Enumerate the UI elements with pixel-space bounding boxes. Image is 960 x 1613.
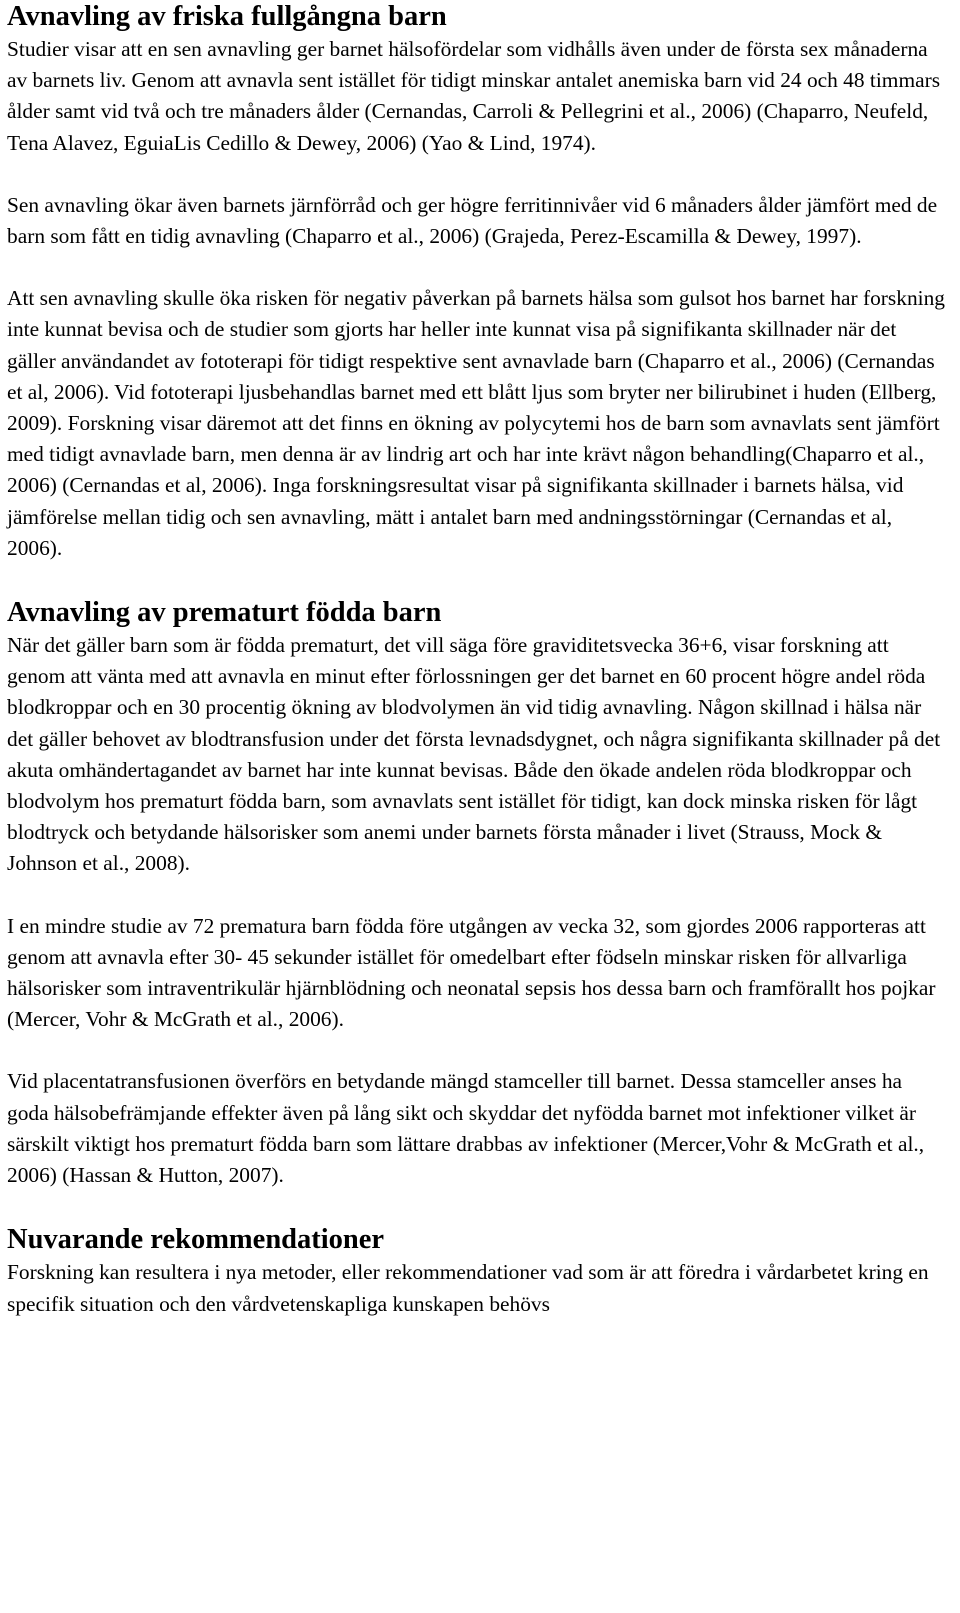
body-paragraph: Att sen avnavling skulle öka risken för negativ påverkan på barnets hälsa som gulsot hos barnet har forskning inte kunnat bevisa och de studier som gjorts har heller inte kunnat visa på signifikanta skillnader när det gäller användandet av fototerapi för tidigt respektive sent avnavlade barn (Chaparro et al., 2006) (Cernandas et al, 2006). Vid fototerapi ljusbehandlas barnet med ett blått ljus som bryter ner bilirubinet i huden (Ellberg, 2009). Forskning visar däremot att det finns en ökning av polycytemi hos de barn som avnavlats sent jämfört med tidigt avnavlade barn, men denna är av lindrig art och har inte krävt någon behandling(Chaparro et al., 2006) (Cernandas et al, 2006). Inga forskningsresultat visar på signifikanta skillnader i barnets hälsa, vid jämförelse mellan tidig och sen avnavling, mätt i antalet barn med andningsstörningar (Cernandas et al, 2006).: [7, 286, 945, 560]
section-friska-fullgangna-barn: [7, 0, 946, 564]
body-paragraph: Sen avnavling ökar även barnets järnförråd och ger högre ferritinnivåer vid 6 månaders ålder jämfört med de barn som fått en tidig avnavling (Chaparro et al., 2006) (Grajeda, Perez-Escamilla & Dewey, 1997).: [7, 192, 938, 249]
section-heading: Nuvarande rekommendationer: [7, 1224, 385, 1256]
section-heading: Avnavling av prematurt födda barn: [7, 597, 442, 629]
section-heading: Avnavling av friska fullgångna barn: [7, 1, 447, 32]
section-nuvarande-rekommendationer: [7, 1223, 946, 1319]
body-paragraph: Forskning kan resultera i nya metoder, eller rekommendationer vad som är att föredra i vårdarbetet kring en specifik situation och den vårdvetenskapliga kunskapen behövs: [7, 1260, 929, 1316]
section-prematurt-fodda-barn: [7, 596, 946, 1191]
body-paragraph: I en mindre studie av 72 prematura barn födda före utgången av vecka 32, som gjordes 2006 rapporteras att genom att avnavla efter 30- 45 sekunder istället för omedelbart efter födseln minskar risken för allvarliga hälsorisker som intraventrikulär hjärnblödning och neonatal sepsis hos dessa barn och framförallt hos pojkar (Mercer, Vohr & McGrath et al., 2006).: [7, 913, 936, 1032]
body-paragraph: Studier visar att en sen avnavling ger barnet hälsofördelar som vidhålls även under de första sex månaderna av barnets liv. Genom att avnavla sent istället för tidigt minskar antalet anemiska barn vid 24 och 48 timmars ålder samt vid två och tre månaders ålder (Cernandas, Carroli & Pellegrini et al., 2006) (Chaparro, Neufeld, Tena Alavez, EguiaLis Cedillo & Dewey, 2006) (Yao & Lind, 1974).: [7, 37, 941, 155]
body-paragraph: Vid placentatransfusionen överförs en betydande mängd stamceller till barnet. Dessa stamceller anses ha goda hälsobefrämjande effekter även på lång sikt och skyddar det nyfödda barnet mot infektioner vilket är särskilt viktigt hos prematurt födda barn som lättare drabbas av infektioner (Mercer,Vohr & McGrath et al., 2006) (Hassan & Hutton, 2007).: [7, 1069, 925, 1188]
body-paragraph: När det gäller barn som är födda prematurt, det vill säga före graviditetsvecka 36+6, visar forskning att genom att vänta med att avnavla en minut efter förlossningen ger det barnet en 60 procent högre andel röda blodkroppar och en 30 procentig ökning av blodvolymen än vid tidig avnavling. Någon skillnad i hälsa när det gäller behovet av blodtransfusion under det första levnadsdygnet, och några signifikanta skillnader på det akuta omhändertagandet av barnet har inte kunnat bevisas. Både den ökade andelen röda blodkroppar och blodvolym hos prematurt födda barn, som avnavlats sent istället för tidigt, kan dock minska risken för lågt blodtryck och betydande hälsorisker som anemi under barnets första månader i livet (Strauss, Mock & Johnson et al., 2008).: [7, 633, 941, 876]
